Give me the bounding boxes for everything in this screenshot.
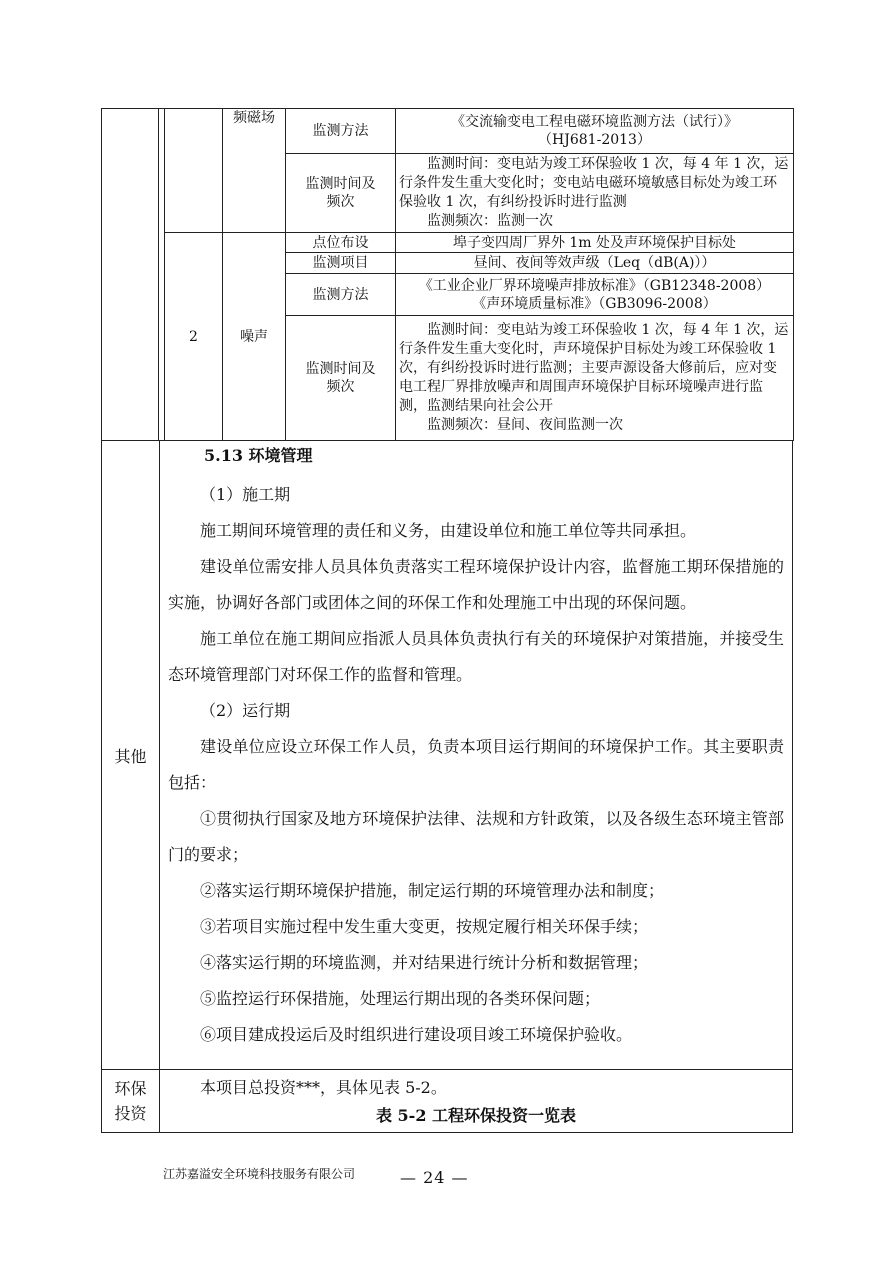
operation-duty-2: ②落实运行期环境保护措施，制定运行期的环境管理办法和制度； [200,881,665,900]
operation-duty-4: ④落实运行期的环境监测，并对结果进行统计分析和数据管理； [200,953,649,972]
construction-para-3: 施工单位在施工期间应指派人员具体负责执行有关的环境保护对策措施，并接受生态环境管理部门对环保工作的监督和管理。 [168,629,784,684]
noise-time-content [396,316,794,441]
construction-period-title: （1）施工期 [200,485,291,504]
noise-index-cell [165,233,223,441]
investment-text: 本项目总投资***，具体见表 5-2。 [200,1078,447,1097]
noise-item-method: 监测方法 [286,274,396,316]
emf-factor-label: 频磁场 [233,110,275,126]
other-label: 其他 [114,746,147,766]
emf-time-content [396,154,794,233]
other-section [101,441,793,1070]
noise-item-time-line-2: 频次 [326,379,355,395]
table-index-cell-emf [165,109,223,233]
operation-period-title: （2）运行期 [200,701,291,720]
emf-method-line-1: 《交流输变电工程电磁环境监测方法（试行）》 [451,114,738,130]
emf-factor-cell [223,109,286,233]
table-left-border-cell [102,109,159,441]
emf-frequency-text: 监测频次：监测一次 [427,213,553,229]
noise-indicator-content: 昼间、夜间等效声级（Leq（dB(A)）） [396,253,794,274]
investment-label-line-2: 投资 [114,1104,147,1123]
noise-factor-label: 噪声 [240,328,268,345]
noise-factor-cell [223,233,286,441]
noise-frequency-text: 监测频次：昼间、夜间监测一次 [427,417,623,433]
investment-text-block [168,1074,784,1130]
operation-duty-6: ⑥项目建成投运后及时组织进行建设项目竣工环境保护验收。 [200,1025,633,1044]
investment-label-cell [102,1070,160,1132]
noise-item-time [286,316,396,441]
noise-index: 2 [189,328,198,345]
construction-para-1: 施工期间环境管理的责任和义务，由建设单位和施工单位等共同承担。 [200,521,697,540]
page-number: — 24 — [400,1168,469,1187]
footer-company: 江苏嘉溢安全环境科技服务有限公司 [163,1167,356,1181]
other-label-cell [102,441,160,1069]
noise-time-text: 监测时间：变电站为竣工环保验收 1 次，每 4 年 1 次，运行条件发生重大变化时，声环境保护目标处为竣工环保验收 1 次，有纠纷投诉时进行监测；主要声源设备大修前后，应对变电工程厂界排放噪声和周围声环境保护目标环境噪声进行监测，监测结果向社会公开 [399,322,789,414]
emf-item-method: 监测方法 [286,109,396,154]
noise-method-line-1: 《工业企业厂界环境噪声排放标准》（GB12348-2008） [418,277,771,294]
section-heading: 5.13 环境管理 [204,446,313,465]
noise-layout-content: 埠子变四周厂界外 1m 处及声环境保护目标处 [396,233,794,253]
emf-item-time-line-1: 监测时间及 [305,176,376,192]
environment-management-text [168,443,784,1053]
noise-item-time-line-1: 监测时间及 [305,361,376,377]
monitoring-plan-table [101,108,794,441]
operation-duty-5: ⑤监控运行环保措施，处理运行期出现的各类环保问题； [200,989,601,1008]
emf-time-text: 监测时间：变电站为竣工环保验收 1 次，每 4 年 1 次，运行条件发生重大变化时；变电站电磁环境敏感目标处为竣工环保验收 1 次，有纠纷投诉时进行监测 [399,156,789,210]
operation-duty-3: ③若项目实施过程中发生重大变更，按规定履行相关环保手续； [200,917,649,936]
emf-method-line-2: （HJ681-2013） [538,132,651,148]
emf-method-content [396,109,794,154]
investment-table-title: 表 5-2 工程环保投资一览表 [375,1106,577,1125]
investment-label-line-1: 环保 [114,1079,147,1098]
emf-item-time-line-2: 频次 [326,194,355,210]
noise-method-content [396,274,794,316]
noise-item-indicator: 监测项目 [286,253,396,274]
noise-item-layout: 点位布设 [286,233,396,253]
noise-method-line-2: 《声环境质量标准》（GB3096-2008） [472,295,717,312]
construction-para-2: 建设单位需安排人员具体负责落实工程环境保护设计内容，监督施工期环保措施的实施，协调好各部门或团体之间的环保工作和处理施工中出现的环保问题。 [168,557,784,612]
investment-section [101,1069,793,1133]
operation-para-1: 建设单位应设立环保工作人员，负责本项目运行期间的环境保护工作。其主要职责包括： [168,737,784,792]
emf-item-time [286,154,396,233]
operation-duty-1: ①贯彻执行国家及地方环境保护法律、法规和方针政策，以及各级生态环境主管部门的要求； [168,809,784,864]
